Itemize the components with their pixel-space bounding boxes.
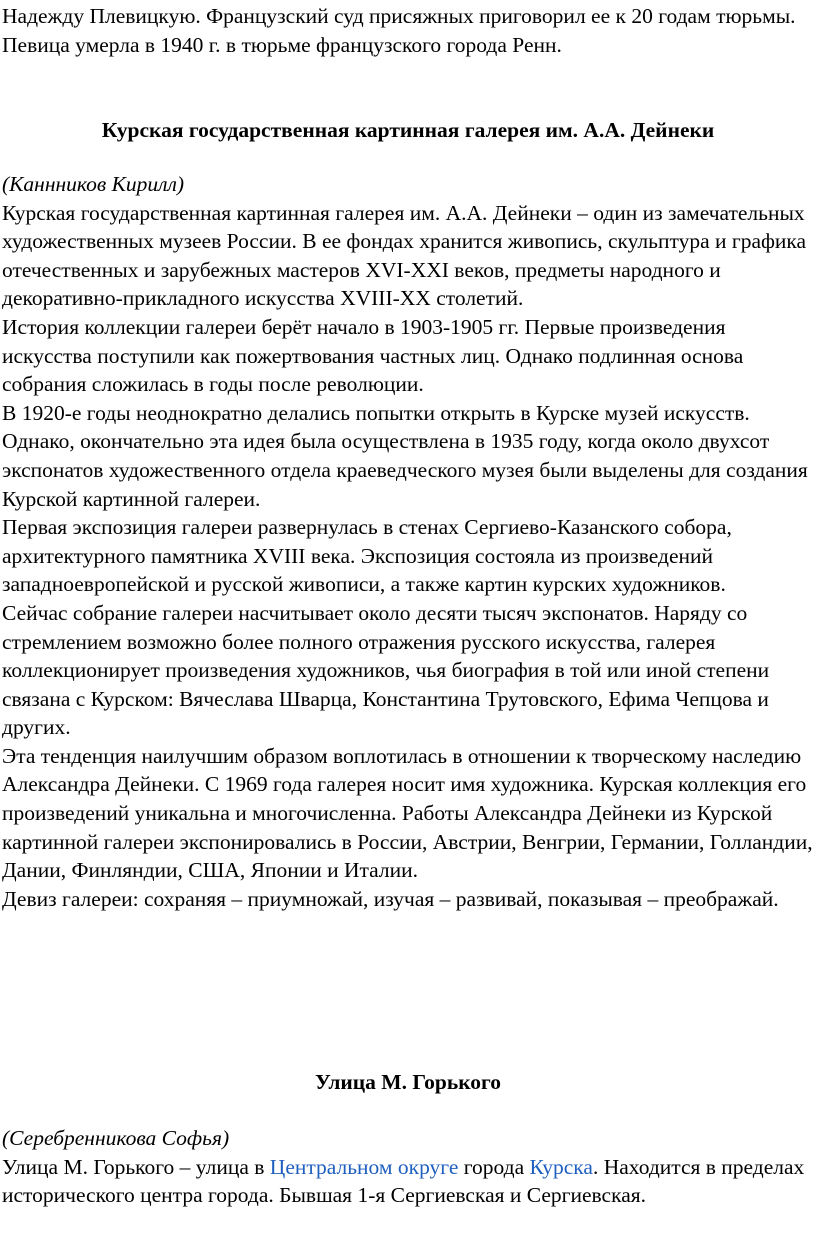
gallery-heading: Курская государственная картинная галерея им. А.А. Дейнеки (101, 118, 715, 142)
gallery-paragraph: Курская государственная картинная галерея им. А.А. Дейнеки – один из замечательных художественных музеев России. В ее фондах хранится живопись, скульптура и графика отечественных и зарубежных мастеров XVI-XXI веков, предметы народного и декоративно-прикладного искусства XVIII-XX столетий. (2, 200, 807, 311)
street-text-part: . Находится в пределах исторического центра города. Бывшая 1-я Сергиевская и Сергиевская. (2, 1154, 805, 1208)
gallery-paragraph: Эта тенденция наилучшим образом воплотилась в отношении к творческому наследию Александра Дейнеки. С 1969 года галерея носит имя художника. Курская коллекция его произведений уникальна и многочисленна. Работы Александра Дейнеки из Курской картинной галереи экспонировались в России, Австрии, Венгрии, Германии, Голландии, Дании, Финляндии, США, Японии и Италии. (2, 743, 813, 883)
street-text-part: Улица М. Горького – улица в (2, 1154, 270, 1179)
gallery-paragraph: Первая экспозиция галереи развернулась в стенах Сергиево-Казанского собора, архитектурного памятника XVIII века. Экспозиция состояла из произведений западноевропейской и русской живописи, а также картин курских художников. (2, 515, 732, 597)
intro-block (2, 2, 814, 59)
gallery-paragraph: В 1920-е годы неоднократно делались попытки открыть в Курске музей искусств. Однако, окончательно эта идея была осуществлена в 1935 году, когда около двухсот экспонатов художественного отдела краеведческого музея были выделены для создания Курской картинной галереи. (2, 400, 808, 511)
street-heading: Улица М. Горького (314, 1070, 502, 1094)
gallery-paragraph: История коллекции галереи берёт начало в 1903-1905 гг. Первые произведения искусства поступили как пожертвования частных лиц. Однако подлинная основа собрания сложилась в годы после революции. (2, 314, 744, 397)
central-district-link[interactable]: Центральном округе (269, 1154, 459, 1179)
gallery-author: (Каннников Кирилл) (2, 172, 185, 196)
intro-paragraph: Надежду Плевицкую. Французский суд присяжных приговорил ее к 20 годам тюрьмы. Певица умерла в 1940 г. в тюрьме французского города Ренн. (2, 4, 796, 57)
gallery-paragraph: Девиз галереи: сохраняя – приумножай, изучая – развивай, показывая – преображай. (2, 886, 779, 911)
street-author: (Серебренникова Софья) (2, 1126, 230, 1150)
street-paragraph (2, 1153, 814, 1210)
gallery-section (2, 170, 814, 913)
street-text-part: города (458, 1154, 530, 1179)
kursk-link[interactable]: Курска (529, 1154, 593, 1179)
gallery-paragraph: Сейчас собрание галереи насчитывает около десяти тысяч экспонатов. Наряду со стремлением возможно более полного отражения русского искусства, галерея коллекционирует произведения художников, чья биография в той или иной степени связана с Курском: Вячеслава Шварца, Константина Трутовского, Ефима Чепцова и других. (2, 600, 770, 740)
street-section (2, 1124, 814, 1210)
